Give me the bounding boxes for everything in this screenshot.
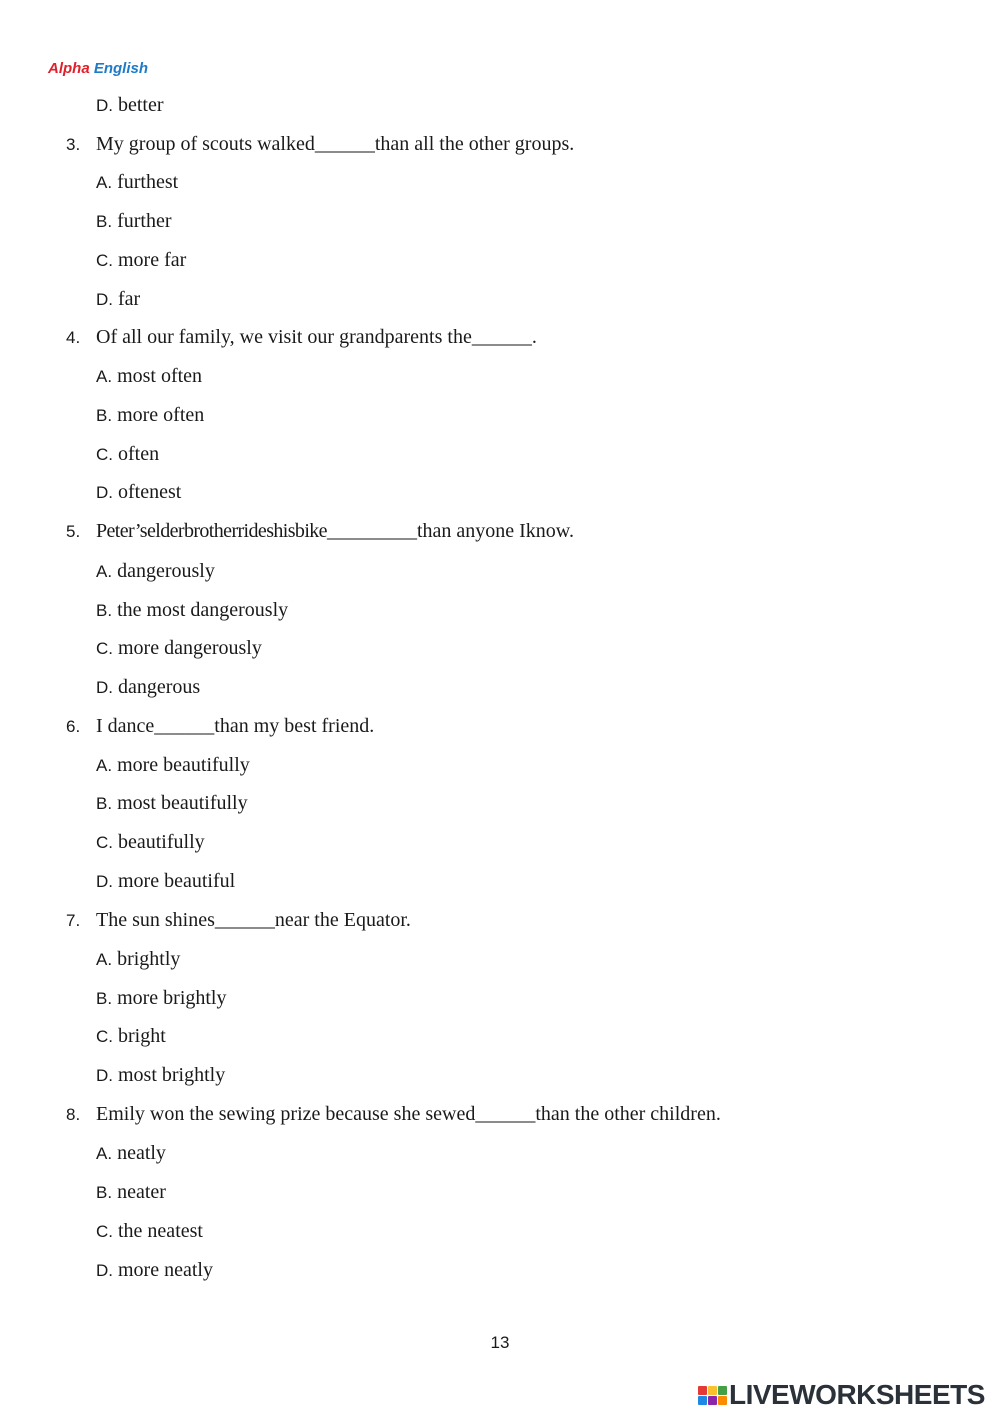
option-q5-a[interactable] <box>96 558 215 584</box>
option-q6-d[interactable] <box>96 868 235 894</box>
question-number: 5. <box>66 522 81 541</box>
option-text: dangerously <box>117 560 215 582</box>
option-text: bright <box>118 1025 166 1047</box>
option-q3-a[interactable] <box>96 169 178 195</box>
option-q7-c[interactable] <box>96 1023 166 1049</box>
option-text: more often <box>117 404 205 426</box>
question-6 <box>66 713 374 739</box>
option-q4-d[interactable] <box>96 479 181 505</box>
option-q3-b[interactable] <box>96 208 171 234</box>
option-text: the neatest <box>118 1220 203 1242</box>
question-text: I dance______than my best friend. <box>96 715 375 737</box>
option-text: better <box>118 94 164 116</box>
brand-alpha: Alpha <box>48 60 90 77</box>
option-letter: B. <box>96 406 113 425</box>
option-text: neatly <box>117 1142 166 1164</box>
option-text: most brightly <box>118 1064 226 1086</box>
option-letter: A. <box>96 1144 113 1163</box>
option-letter: A. <box>96 173 113 192</box>
option-letter: C. <box>96 251 113 270</box>
option-text: further <box>117 210 172 232</box>
option-text: far <box>118 288 141 310</box>
brand-header <box>48 60 148 77</box>
page-number: 13 <box>490 1333 510 1352</box>
liveworksheets-text: LIVEWORKSHEETS <box>729 1379 985 1410</box>
question-text: The sun shines______near the Equator. <box>96 909 411 931</box>
option-q7-a[interactable] <box>96 946 180 972</box>
option-letter: B. <box>96 794 113 813</box>
question-number: 7. <box>66 911 81 930</box>
option-text: more dangerously <box>118 637 262 659</box>
option-text: more neatly <box>118 1259 213 1281</box>
option-letter: D. <box>96 1066 113 1085</box>
option-letter: C. <box>96 445 113 464</box>
liveworksheets-watermark <box>698 1378 985 1412</box>
option-text: often <box>118 443 160 465</box>
option-q3-c[interactable] <box>96 247 186 273</box>
option-letter: C. <box>96 1027 113 1046</box>
option-q8-d[interactable] <box>96 1257 213 1283</box>
option-letter: D. <box>96 483 113 502</box>
option-text: most often <box>117 365 203 387</box>
option-q4-a[interactable] <box>96 363 202 389</box>
option-q5-c[interactable] <box>96 635 262 661</box>
option-letter: D. <box>96 872 113 891</box>
option-q5-d[interactable] <box>96 674 200 700</box>
brand-english: English <box>93 60 149 77</box>
question-text: Of all our family, we visit our grandparents the______. <box>96 326 537 348</box>
option-q8-c[interactable] <box>96 1218 203 1244</box>
question-text: Emily won the sewing prize because she sewed______than the other children. <box>96 1103 721 1125</box>
option-letter: A. <box>96 756 113 775</box>
question-8 <box>66 1101 721 1127</box>
option-text: furthest <box>117 171 179 193</box>
question-text: Peter’selderbrotherrideshisbike <box>96 520 327 542</box>
option-letter: B. <box>96 212 113 231</box>
question-4 <box>66 324 537 350</box>
option-text: brightly <box>117 948 181 970</box>
option-letter: A. <box>96 950 113 969</box>
option-q6-a[interactable] <box>96 752 250 778</box>
option-letter: B. <box>96 989 113 1008</box>
question-5 <box>66 518 574 544</box>
option-q7-b[interactable] <box>96 985 227 1011</box>
option-q7-d[interactable] <box>96 1062 225 1088</box>
option-letter: D. <box>96 290 113 309</box>
question-number: 6. <box>66 717 81 736</box>
option-text: most beautifully <box>117 792 248 814</box>
option-text: oftenest <box>118 481 182 503</box>
option-text: neater <box>117 1181 166 1203</box>
option-text: more far <box>118 249 187 271</box>
question-number: 4. <box>66 328 81 347</box>
option-text: beautifully <box>118 831 205 853</box>
option-q3-d[interactable] <box>96 286 140 312</box>
question-text-rest: _________than anyone Iknow. <box>326 520 574 542</box>
option-q8-b[interactable] <box>96 1179 166 1205</box>
option-letter: D. <box>96 1261 113 1280</box>
option-q5-b[interactable] <box>96 597 288 623</box>
option-letter: D. <box>96 678 113 697</box>
question-7 <box>66 907 411 933</box>
option-q4-c[interactable] <box>96 441 159 467</box>
option-letter: A. <box>96 367 113 386</box>
option-text: more beautifully <box>117 754 250 776</box>
option-text: more beautiful <box>118 870 236 892</box>
option-text: more brightly <box>117 987 227 1009</box>
option-letter: A. <box>96 562 113 581</box>
option-text: dangerous <box>118 676 201 698</box>
question-3 <box>66 131 574 157</box>
question-number: 3. <box>66 135 81 154</box>
option-q2-d[interactable] <box>96 92 164 118</box>
option-q6-c[interactable] <box>96 829 205 855</box>
option-letter: D. <box>96 96 113 115</box>
option-q8-a[interactable] <box>96 1140 166 1166</box>
option-letter: C. <box>96 833 113 852</box>
option-text: the most dangerously <box>117 599 289 621</box>
liveworksheets-logo-icon <box>698 1386 727 1405</box>
question-number: 8. <box>66 1105 81 1124</box>
question-text: My group of scouts walked______than all the other groups. <box>96 133 575 155</box>
option-letter: C. <box>96 1222 113 1241</box>
option-q6-b[interactable] <box>96 790 248 816</box>
option-letter: B. <box>96 601 113 620</box>
option-letter: C. <box>96 639 113 658</box>
option-q4-b[interactable] <box>96 402 204 428</box>
option-letter: B. <box>96 1183 113 1202</box>
